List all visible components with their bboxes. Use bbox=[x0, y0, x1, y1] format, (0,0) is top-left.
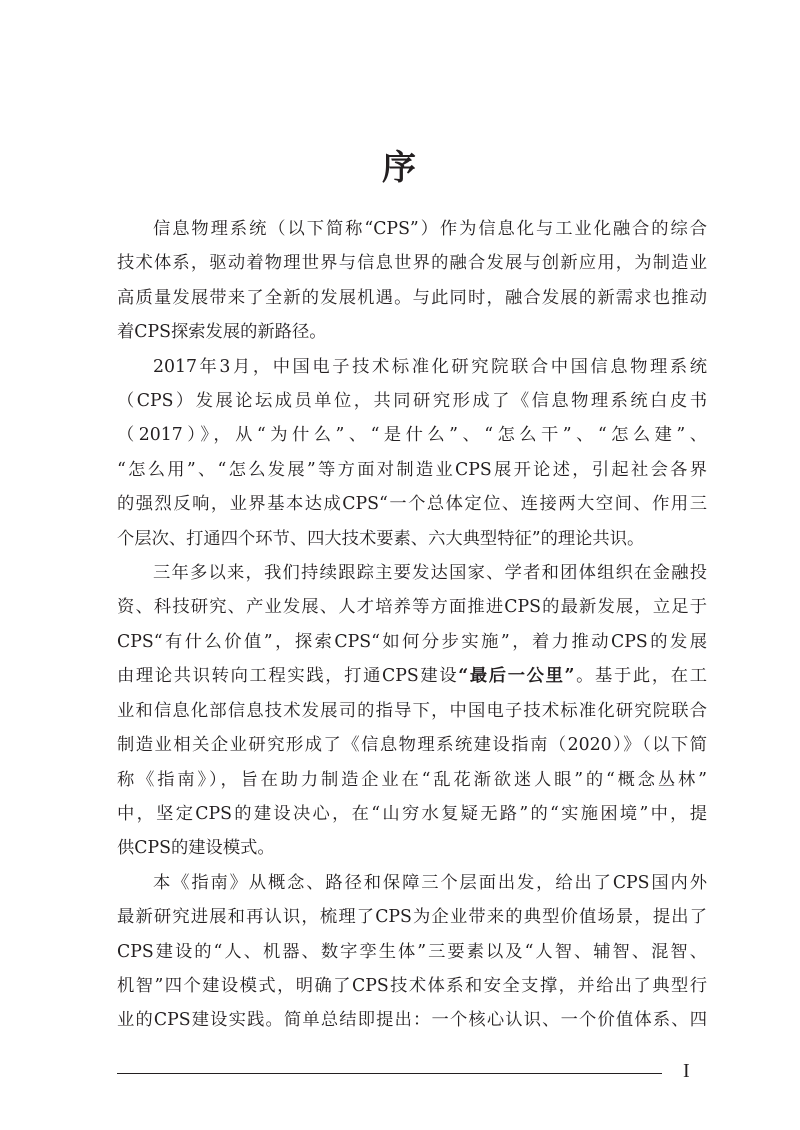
text-segment: 。基于此，在工 bbox=[574, 666, 707, 687]
text-line: 着CPS探索发展的新路径。 bbox=[117, 322, 327, 343]
paragraph-4 bbox=[117, 866, 707, 1038]
text-segment: 由理论共识转向工程实践，打通CPS建设 bbox=[117, 666, 459, 687]
text-line: 中，坚定CPS的建设决心，在“山穷水复疑无路”的“实施困境”中，提 bbox=[117, 803, 707, 824]
paragraph-1 bbox=[117, 212, 707, 350]
text-line: 三年多以来，我们持续跟踪主要发达国家、学者和团体组织在金融投 bbox=[153, 563, 707, 584]
text-line: 技术体系，驱动着物理世界与信息世界的融合发展与创新应用，为制造业 bbox=[117, 253, 707, 274]
text-line: 称《指南》），旨在助力制造企业在“乱花渐欲迷人眼”的“概念丛林” bbox=[117, 769, 707, 790]
paragraph-2 bbox=[117, 350, 707, 556]
page-number: I bbox=[683, 1060, 690, 1082]
text-line: 业的CPS建设实践。简单总结即提出：一个核心认识、一个价值体系、四 bbox=[117, 1010, 707, 1031]
text-line: 本《指南》从概念、路径和保障三个层面出发，给出了CPS国内外 bbox=[153, 872, 707, 893]
text-line: 的强烈反响，业界基本达成CPS“一个总体定位、连接两大空间、作用三 bbox=[117, 494, 707, 515]
page-title: 序 bbox=[382, 148, 418, 188]
text-line: 资、科技研究、产业发展、人才培养等方面推进CPS的最新发展，立足于 bbox=[117, 597, 707, 618]
text-line: 机智”四个建设模式，明确了CPS技术体系和安全支撑，并给出了典型行 bbox=[117, 975, 707, 996]
text-line: 最新研究进展和再认识，梳理了CPS为企业带来的典型价值场景，提出了 bbox=[117, 907, 707, 928]
footer-divider bbox=[117, 1073, 662, 1074]
body-text bbox=[117, 212, 707, 1038]
text-line: 制造业相关企业研究形成了《信息物理系统建设指南（2020）》（以下简 bbox=[117, 735, 707, 756]
text-line: 2017年3月，中国电子技术标准化研究院联合中国信息物理系统 bbox=[153, 356, 707, 377]
emphasized-text: “最后一公里” bbox=[458, 666, 575, 687]
text-line: 信息物理系统（以下简称“CPS”）作为信息化与工业化融合的综合 bbox=[153, 219, 707, 239]
text-line: CPS建设的“人、机器、数字孪生体”三要素以及“人智、辅智、混智、 bbox=[117, 941, 707, 962]
text-line: 高质量发展带来了全新的发展机遇。与此同时，融合发展的新需求也推动 bbox=[117, 287, 707, 308]
text-line: CPS“有什么价值”，探索CPS“如何分步实施”，着力推动CPS的发展 bbox=[117, 631, 707, 652]
text-line: 个层次、打通四个环节、四大技术要素、六大典型特征”的理论共识。 bbox=[117, 528, 645, 549]
paragraph-3 bbox=[117, 556, 707, 866]
text-line: （CPS）发展论坛成员单位，共同研究形成了《信息物理系统白皮书 bbox=[117, 391, 707, 412]
text-line: 业和信息化部信息技术发展司的指导下，中国电子技术标准化研究院联合 bbox=[117, 700, 707, 721]
text-line bbox=[117, 659, 707, 693]
text-line: （2017）》，从“为什么”、“是什么”、“怎么干”、“怎么建”、 bbox=[117, 425, 707, 446]
text-line: “怎么用”、“怎么发展”等方面对制造业CPS展开论述，引起社会各界 bbox=[117, 459, 707, 480]
text-line: 供CPS的建设模式。 bbox=[117, 838, 275, 859]
